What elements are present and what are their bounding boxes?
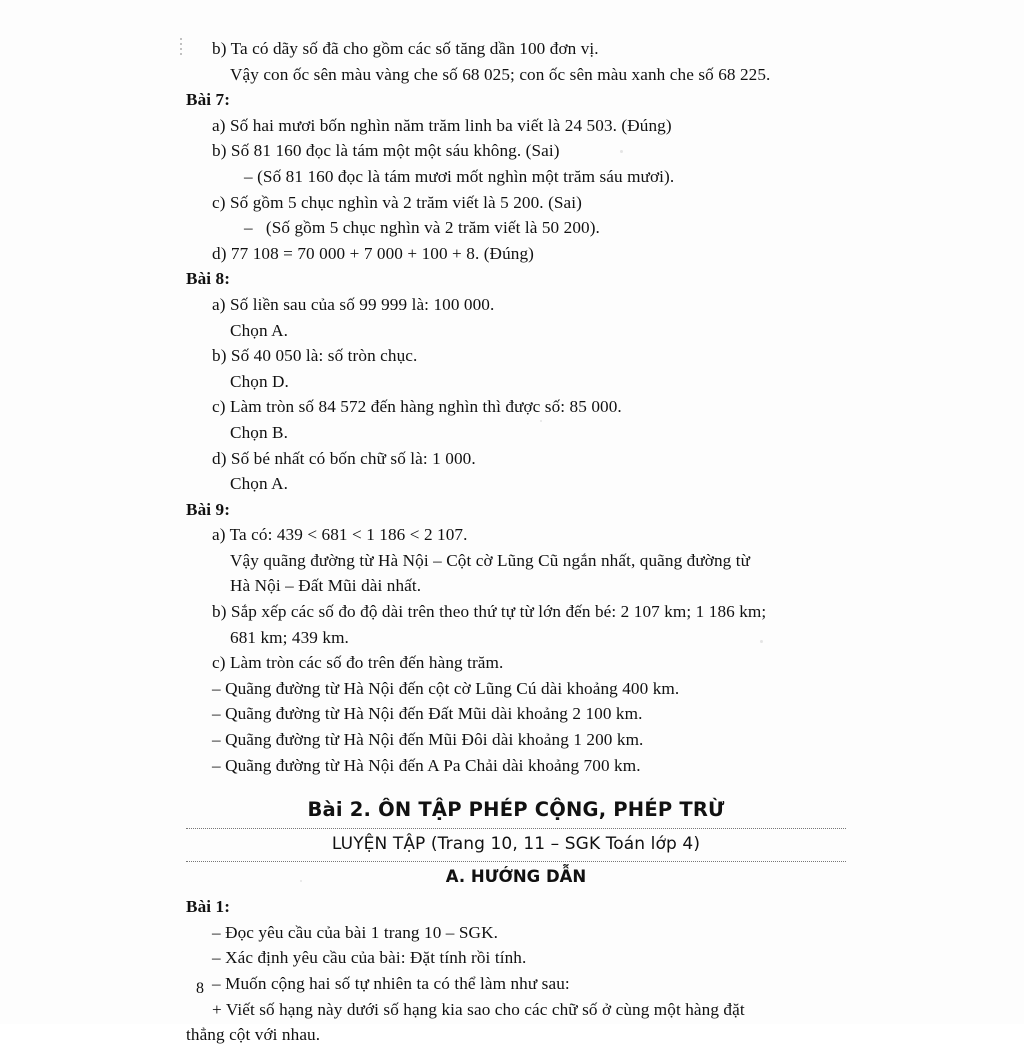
guide-section <box>186 894 846 1048</box>
text-line: 681 km; 439 km. <box>230 627 349 647</box>
text-line: thẳng cột với nhau. <box>186 1025 321 1045</box>
divider-bottom <box>186 861 846 862</box>
text-line: b) Sắp xếp các số đo độ dài trên theo thứ tự từ lớn đến bé: 2 107 km; 1 186 km; <box>212 602 767 622</box>
page-number: 8 <box>196 980 204 997</box>
exercise-heading: Bài 8: <box>186 269 231 289</box>
section-subsection: A. HƯỚNG DẪN <box>445 867 587 887</box>
exercise-heading: Bài 1: <box>186 897 231 917</box>
text-line: – (Số 81 160 đọc là tám mươi mốt nghìn một trăm sáu mươi). <box>244 166 675 186</box>
text-line: a) Số hai mươi bốn nghìn năm trăm linh ba viết là 24 503. (Đúng) <box>212 115 672 135</box>
text-line: + Viết số hạng này dưới số hạng kia sao cho các chữ số ở cùng một hàng đặt <box>212 999 745 1019</box>
text-line: a) Số liền sau của số 99 999 là: 100 000. <box>212 294 495 314</box>
text-line: Chọn B. <box>230 422 289 442</box>
text-line: – Quãng đường từ Hà Nội đến Đất Mũi dài khoảng 2 100 km. <box>212 704 643 724</box>
section-title: Bài 2. ÔN TẬP PHÉP CỘNG, PHÉP TRỪ <box>307 798 725 822</box>
text-line: – Quãng đường từ Hà Nội đến A Pa Chải dài khoảng 700 km. <box>212 755 641 775</box>
exercise-heading: Bài 9: <box>186 499 231 519</box>
text-line: d) 77 108 = 70 000 + 7 000 + 100 + 8. (Đúng) <box>212 243 534 263</box>
exercise-heading: Bài 7: <box>186 90 231 110</box>
text-line: b) Ta có dãy số đã cho gồm các số tăng dần 100 đơn vị. <box>212 39 599 58</box>
text-line: – Quãng đường từ Hà Nội đến Mũi Đôi dài khoảng 1 200 km. <box>212 730 644 750</box>
binding-marks <box>180 38 182 56</box>
text-line: Chọn D. <box>230 371 289 391</box>
text-line: – Đọc yêu cầu của bài 1 trang 10 – SGK. <box>212 922 498 942</box>
section-subtitle: LUYỆN TẬP (Trang 10, 11 – SGK Toán lớp 4) <box>331 834 701 855</box>
text-line: b) Số 81 160 đọc là tám một một sáu không. (Sai) <box>212 141 560 161</box>
text-line: Vậy quãng đường từ Hà Nội – Cột cờ Lũng Cũ ngắn nhất, quãng đường từ <box>230 550 751 570</box>
text-line: Hà Nội – Đất Mũi dài nhất. <box>230 576 422 596</box>
divider-top <box>186 828 846 829</box>
text-line: a) Ta có: 439 < 681 < 1 186 < 2 107. <box>212 525 468 545</box>
text-line: – Muốn cộng hai số tự nhiên ta có thể làm như sau: <box>212 974 570 993</box>
text-line: c) Làm tròn các số đo trên đến hàng trăm. <box>212 653 504 673</box>
text-line: Vậy con ốc sên màu vàng che số 68 025; con ốc sên màu xanh che số 68 225. <box>230 64 771 84</box>
text-line: c) Số gồm 5 chục nghìn và 2 trăm viết là 5 200. (Sai) <box>212 192 582 212</box>
text-line: – Xác định yêu cầu của bài: Đặt tính rồi tính. <box>212 948 527 968</box>
text-line: Chọn A. <box>230 320 289 340</box>
text-line: – (Số gồm 5 chục nghìn và 2 trăm viết là 50 200). <box>244 218 600 238</box>
answers-section <box>186 36 846 778</box>
text-line: d) Số bé nhất có bốn chữ số là: 1 000. <box>212 448 476 468</box>
text-line: b) Số 40 050 là: số tròn chục. <box>212 346 418 366</box>
text-line: c) Làm tròn số 84 572 đến hàng nghìn thì được số: 85 000. <box>212 397 622 417</box>
text-line: – Quãng đường từ Hà Nội đến cột cờ Lũng Cú dài khoảng 400 km. <box>212 678 680 698</box>
page-body <box>186 36 846 1048</box>
text-line: Chọn A. <box>230 474 289 494</box>
